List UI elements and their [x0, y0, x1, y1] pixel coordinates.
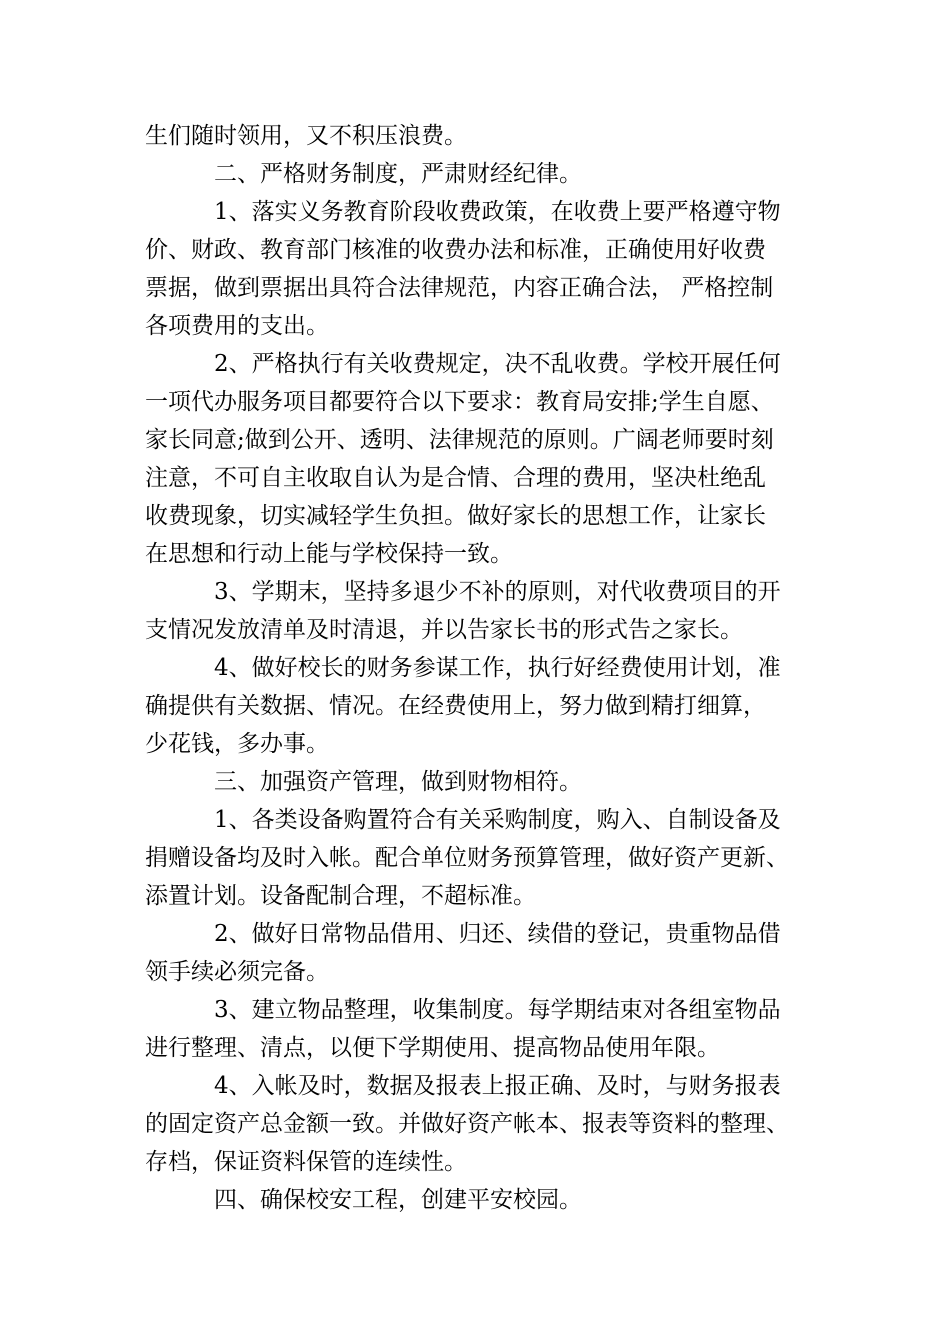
text-line: 一项代办服务项目都要符合以下要求：教育局安排;学生自愿、	[145, 389, 774, 415]
text-line: 进行整理、清点，以便下学期使用、提高物品使用年限。	[145, 1035, 720, 1061]
text-line: 2、严格执行有关收费规定，决不乱收费。学校开展任何	[214, 351, 781, 377]
text-line: 1、各类设备购置符合有关采购制度，购入、自制设备及	[214, 807, 781, 833]
text-line: 4、入帐及时，数据及报表上报正确、及时，与财务报表	[214, 1073, 781, 1099]
section-heading: 二、严格财务制度，严肃财经纪律。	[214, 161, 582, 187]
text-line: 4、做好校长的财务参谋工作，执行好经费使用计划，准	[214, 655, 781, 681]
text-line: 确提供有关数据、情况。在经费使用上，努力做到精打细算，	[145, 693, 766, 719]
text-line: 2、做好日常物品借用、归还、续借的登记，贵重物品借	[214, 921, 781, 947]
text-line: 1、落实义务教育阶段收费政策，在收费上要严格遵守物	[214, 199, 781, 225]
text-line: 生们随时领用，又不积压浪费。	[145, 123, 467, 149]
text-line: 家长同意;做到公开、透明、法律规范的原则。广阔老师要时刻	[145, 427, 774, 453]
text-line: 3、建立物品整理，收集制度。每学期结束对各组室物品	[214, 997, 781, 1023]
text-line: 各项费用的支出。	[145, 313, 329, 339]
text-line: 价、财政、教育部门核准的收费办法和标准，正确使用好收费	[145, 237, 766, 263]
text-line: 存档，保证资料保管的连续性。	[145, 1149, 467, 1175]
text-line: 收费现象，切实减轻学生负担。做好家长的思想工作，让家长	[145, 503, 766, 529]
text-line: 注意，不可自主收取自认为是合情、合理的费用，坚决杜绝乱	[145, 465, 766, 491]
text-line: 3、学期末，坚持多退少不补的原则，对代收费项目的开	[214, 579, 781, 605]
text-line: 在思想和行动上能与学校保持一致。	[145, 541, 513, 567]
text-line: 领手续必须完备。	[145, 959, 329, 985]
text-line: 少花钱，多办事。	[145, 731, 329, 757]
text-line: 添置计划。设备配制合理，不超标准。	[145, 883, 536, 909]
text-line: 票据，做到票据出具符合法律规范，内容正确合法， 严格控制	[145, 275, 774, 301]
section-heading: 四、确保校安工程，创建平安校园。	[214, 1187, 582, 1213]
section-heading: 三、加强资产管理，做到财物相符。	[214, 769, 582, 795]
text-line: 捐赠设备均及时入帐。配合单位财务预算管理，做好资产更新、	[145, 845, 789, 871]
text-line: 的固定资产总金额一致。并做好资产帐本、报表等资料的整理、	[145, 1111, 789, 1137]
text-line: 支情况发放清单及时清退，并以告家长书的形式告之家长。	[145, 617, 743, 643]
